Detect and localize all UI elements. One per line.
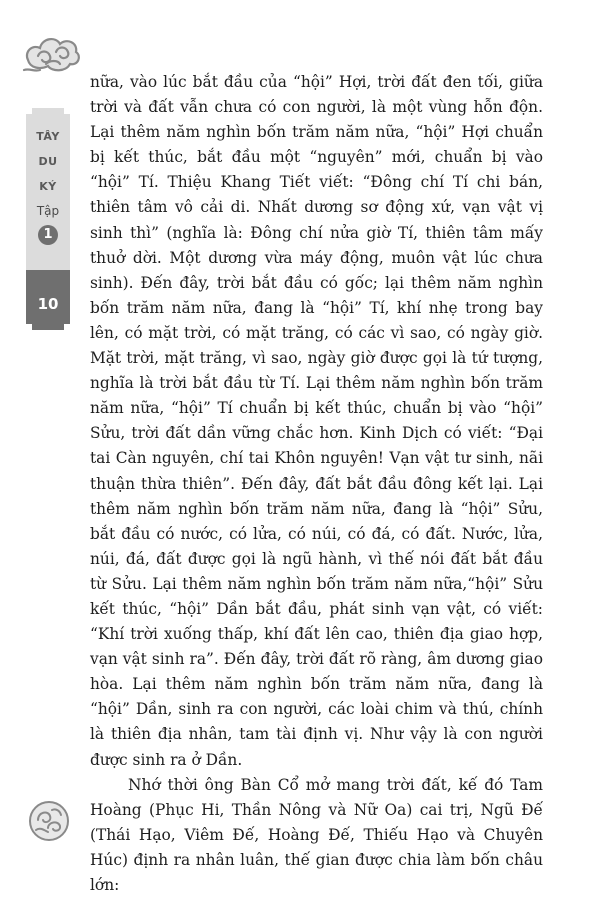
- cloud-ornament-top-icon: [22, 30, 82, 78]
- page-number: 10: [37, 295, 59, 313]
- book-title-line-2: DU: [38, 155, 58, 168]
- book-title-line-1: TÂY: [36, 130, 60, 143]
- paragraph-2: Nhớ thời ông Bàn Cổ mở mang trời đất, kế đó Tam Hoàng (Phục Hi, Thần Nông và Nữ Oa) cai trị, Ngũ Đế (Thái Hạo, Viêm Đế, Hoàng Đế, Thiếu Hạo và Chuyên Húc) định ra nhân luân, thế gian được chia làm bốn châu lớn:: [90, 775, 543, 894]
- chapter-side-tab: [26, 108, 70, 330]
- paragraph-1: nữa, vào lúc bắt đầu của “hội” Hợi, trời đất đen tối, giữa trời và đất vẫn chưa có con người, là một vùng hỗn độn. Lại thêm năm nghìn bốn trăm năm nữa, “hội” Hợi chuẩn bị kết thúc, bắt đầu một “nguyên” mới, chuẩn bị vào “hội” Tí. Thiệu Khang Tiết viết: “Đông chí Tí chi bán, thiên tâm vô cải di. Nhất dương sơ động xứ, vạn vật vị sinh thì” (nghĩa là: Đông chí nửa giờ Tí, thiên tâm mấy thuở dời. Một dương vừa máy động, muôn vật lúc chưa sinh). Đến đây, trời bắt đầu có gốc; lại thêm năm nghìn bốn trăm năm nữa, đang là “hội” Tí, khí nhẹ trong bay lên, có mặt trời, có mặt trăng, có các vì sao, có ngày giờ. Mặt trời, mặt trăng, vì sao, ngày giờ được gọi là tứ tượng, nghĩa là trời bắt đầu từ Tí. Lại thêm năm nghìn bốn trăm năm nữa, “hội” Tí chuẩn bị kết thúc, chuẩn bị vào “hội” Sửu, trời đất dần vững chắc hơn. Kinh Dịch có viết: “Đại tai Càn nguyên, chí tai Khôn nguyên! Vạn vật tư sinh, nãi thuận thừa thiên”. Đến đây, đất bắt đầu đông kết lại. Lại thêm năm nghìn bốn trăm năm nữa, đang là “hội” Sửu, bắt đầu có nước, có lửa, có núi, có đá, có đất. Nước, lửa, núi, đá, đất được gọi là ngũ hành, vì thế nói đất bắt đầu từ Sửu. Lại thêm năm nghìn bốn trăm năm nữa,“hội” Sửu kết thúc, “hội” Dần bắt đầu, phát sinh vạn vật, có viết: “Khí trời xuống thấp, khí đất lên cao, thiên địa giao hợp, vạn vật sinh ra”. Đến đây, trời đất rõ ràng, âm dương giao hòa. Lại thêm năm nghìn bốn trăm năm nữa, đang là “hội” Dần, sinh ra con người, các loài chim và thú, chính là thiên địa nhân, tam tài định vị. Như vậy là con người được sinh ra ở Dần.: [90, 73, 543, 769]
- cloud-ornament-bottom-icon: [26, 798, 72, 844]
- volume-label: Tập: [36, 204, 60, 218]
- body-text: [90, 70, 543, 898]
- volume-number-badge: 1: [38, 225, 58, 245]
- book-title-line-3: KÝ: [39, 180, 57, 193]
